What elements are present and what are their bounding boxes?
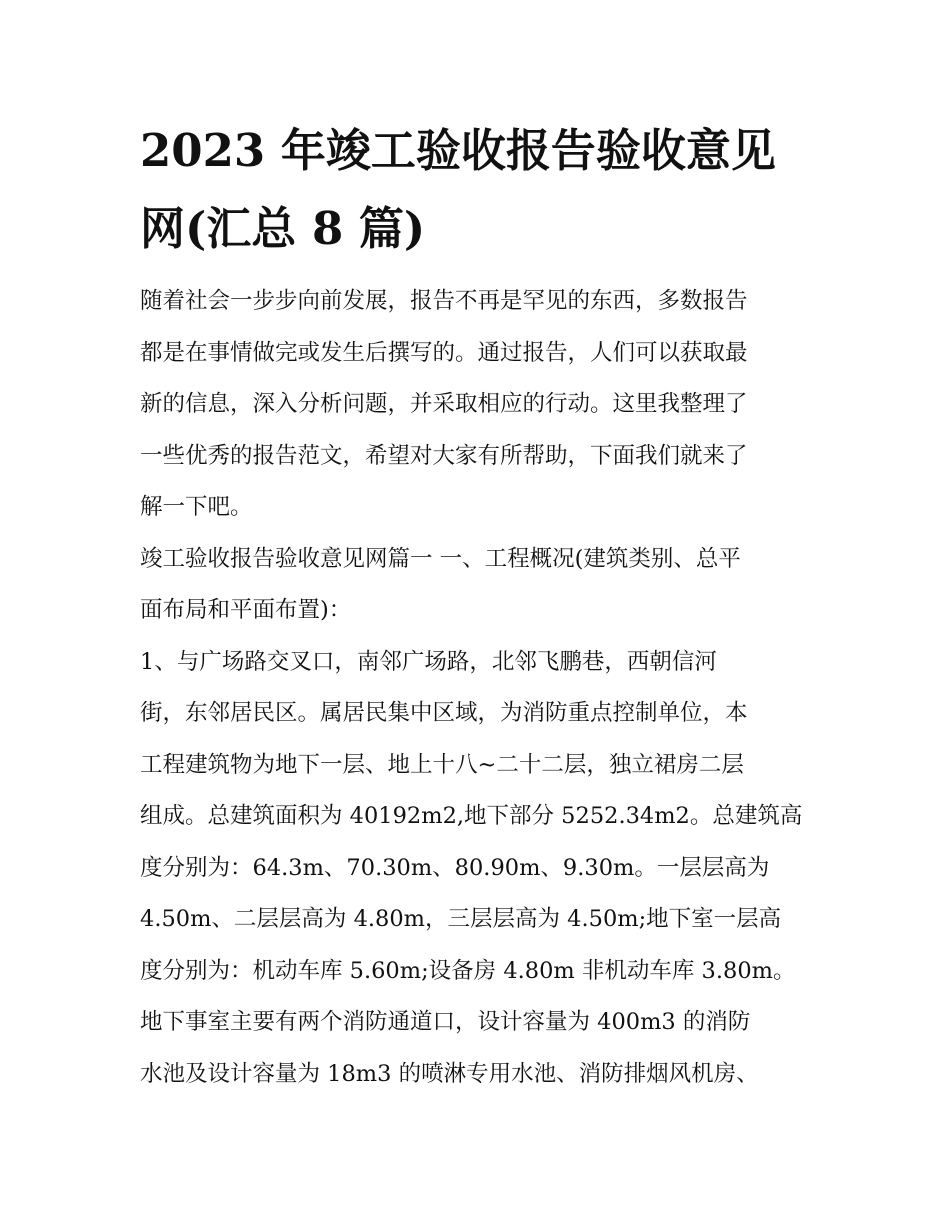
body-line: 新的信息，深入分析问题，并采取相应的行动。这里我整理了 <box>140 391 748 417</box>
body-line: 度分别为：64.3m、70.30m、80.90m、9.30m。一层层高为 <box>140 854 770 881</box>
body-line: 都是在事情做完或发生后撰写的。通过报告，人们可以获取最 <box>140 339 748 366</box>
title-line-1: 2023 年竣工验收报告验收意见 <box>140 124 776 177</box>
body-line: 4.50m、二层层高为 4.80m，三层层高为 4.50m;地下室一层高 <box>140 906 782 932</box>
section-heading-line: 竣工验收报告验收意见网篇一 一、工程概况(建筑类别、总平 <box>140 545 741 572</box>
body-line: 解一下吧。 <box>140 494 253 520</box>
title-line-2: 网(汇总 8 篇) <box>140 202 426 255</box>
document-title <box>140 112 820 268</box>
body-line: 1、与广场路交叉口，南邻广场路，北邻飞鹏巷，西朝信河 <box>140 648 717 675</box>
body-line: 度分别为：机动车库 5.60m;设备房 4.80m 非机动车库 3.80m。 <box>140 957 796 984</box>
body-line: 一些优秀的报告范文，希望对大家有所帮助，下面我们就来了 <box>140 442 748 469</box>
body-line: 组成。总建筑面积为 40192m2,地下部分 5252.34m2。总建筑高 <box>140 803 803 829</box>
body-line: 地下事室主要有两个消防通道口，设计容量为 400m3 的消防 <box>140 1009 751 1035</box>
body-line: 街，东邻居民区。属居民集中区域，为消防重点控制单位，本 <box>140 700 748 726</box>
body-line: 水池及设计容量为 18m3 的喷淋专用水池、消防排烟风机房、 <box>140 1060 759 1087</box>
section-heading-line: 面布局和平面布置)： <box>140 597 352 623</box>
body-line: 工程建筑物为地下一层、地上十八~二十二层，独立裙房二层 <box>140 751 744 778</box>
body-line: 随着社会一步步向前发展，报告不再是罕见的东西，多数报告 <box>140 288 748 314</box>
document-body <box>140 276 820 1100</box>
